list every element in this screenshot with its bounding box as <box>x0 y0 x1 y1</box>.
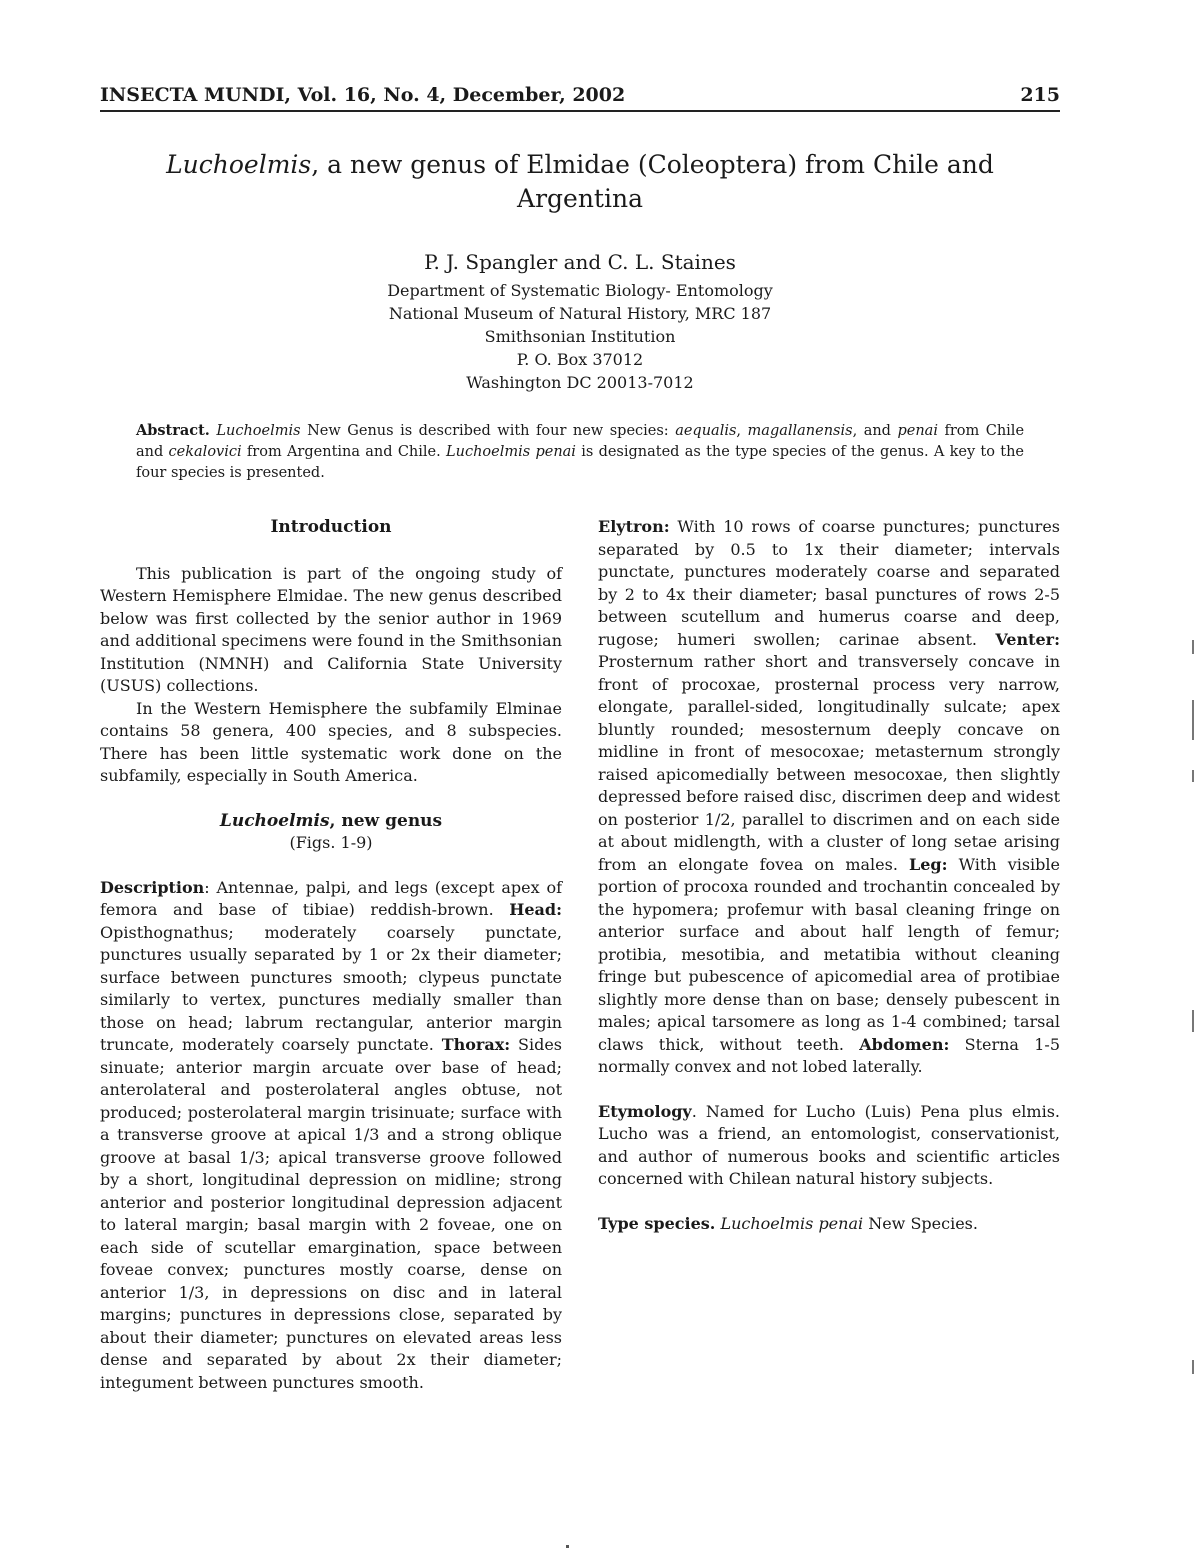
affiliation-line: Washington DC 20013-7012 <box>466 373 694 392</box>
description-text: Opisthognathus; moderately coarsely punctate, punctures usually separated by 1 or 2x their diameter; surface between punctures smooth; clypeus punctate similarly to vertex, punctures medially smaller than those on head; labrum rectangular, anterior margin truncate, moderately coarsely punctate. <box>100 922 562 1054</box>
venter-label: Venter: <box>995 629 1060 649</box>
species-name: Luchoelmis penai <box>445 444 576 460</box>
abstract-label: Abstract. <box>136 422 210 439</box>
journal-citation: INSECTA MUNDI, Vol. 16, No. 4, December, 2002 <box>100 84 626 106</box>
elytron-label: Elytron: <box>598 517 670 536</box>
authors: P. J. Spangler and C. L. Staines <box>424 250 736 274</box>
abstract-text: New Genus is described with four new species: <box>300 423 676 439</box>
scan-edge-mark <box>1192 1360 1194 1374</box>
article-title <box>100 148 1060 216</box>
affiliation <box>100 279 1060 394</box>
abstract-text: from Argentina and Chile. <box>241 444 446 460</box>
right-column <box>598 516 1060 1235</box>
introduction-heading: Introduction <box>270 517 392 537</box>
abstract-text: , <box>736 423 748 439</box>
thorax-label: Thorax: <box>441 1035 511 1054</box>
affiliation-line: Department of Systematic Biology- Entomology <box>387 281 773 300</box>
figures-ref: (Figs. 1-9) <box>289 833 373 852</box>
leg-label: Leg: <box>909 854 948 874</box>
species-name: magallanensis <box>747 423 853 439</box>
affiliation-line: P. O. Box 37012 <box>516 350 644 369</box>
genus-heading-name: Luchoelmis <box>219 810 330 831</box>
abstract-genus: Luchoelmis <box>216 423 301 439</box>
scan-dot <box>566 1545 569 1548</box>
description-label: Description <box>100 877 205 897</box>
genus-heading-rest: , new genus <box>329 810 443 831</box>
abstract <box>136 420 1024 484</box>
scan-edge-mark <box>1192 770 1194 782</box>
introduction-paragraph: In the Western Hemisphere the subfamily Elminae contains 58 genera, 400 species, and 8 subspecies. There has been little systematic work done on the subfamily, especially in South America. <box>100 698 562 785</box>
type-species-paragraph <box>598 1213 1060 1236</box>
etymology-paragraph <box>598 1101 1060 1191</box>
abstract-text: , and <box>852 423 898 439</box>
description-text: With 10 rows of coarse punctures; punctures separated by 0.5 to 1x their diameter; intervals punctate, punctures moderately coarse and separated by 2 to 4x their diameter; basal punctures of rows 2-5 between scutellum and humerus coarse and deep, rugose; humeri swollen; carinae absent. <box>598 517 1060 649</box>
head-label: Head: <box>509 900 562 919</box>
species-name: cekalovici <box>168 444 242 460</box>
type-species-name: Luchoelmis penai <box>720 1213 864 1233</box>
description-text: Prosternum rather short and transversely concave in front of procoxae, prosternal process very narrow, elongate, parallel-sided, longitudinally sulcate; apex bluntly rounded; mesosternum deeply concave on midline in front of mesocoxae; metasternum strongly raised apicomedially between mesocoxae, then slightly depressed before raised disc, discrimen deep and widest on posterior 1/2, parallel to discrimen and on each side at about midlength, with a cluster of long setae arising from an elongate fovea on males. <box>598 652 1060 874</box>
title-genus: Luchoelmis <box>166 150 312 179</box>
etymology-text: . Named for Lucho (Luis) Pena plus elmis. Lucho was a friend, an entomologist, conservationist, and author of numerous books and scientific articles concerned with Chilean natural history subjects. <box>598 1101 1060 1188</box>
scan-edge-mark <box>1192 1010 1194 1032</box>
description-text: Sterna 1-5 normally convex and not lobed laterally. <box>598 1034 1060 1076</box>
genus-heading <box>100 810 562 833</box>
description-text: Sides sinuate; anterior margin arcuate over base of head; anterolateral and posterolateral angles obtuse, not produced; posterolateral margin trisinuate; surface with a transverse groove at apical 1/3 and a strong oblique groove at basal 1/3; apical transverse groove followed by a short, longitudinal depression on midline; strong anterior and posterior longitudinal depression adjacent to lateral margin; basal margin with 2 foveae, one on each side of scutellar emargination, space between foveae convex; punctures mostly coarse, dense on anterior 1/3, in depressions on disc and in lateral margins; punctures in depressions close, separated by about their diameter; punctures on elevated areas less dense and separated by about 2x their diameter; integument between punctures smooth. <box>100 1035 563 1392</box>
page-number: 215 <box>1020 84 1060 106</box>
species-name: penai <box>897 423 938 439</box>
description-text: : Antennae, palpi, and legs (except apex of femora and base of tibiae) reddish-brown. <box>100 877 562 919</box>
scan-edge-mark <box>1192 640 1194 654</box>
abstract-text: from Chile and <box>136 423 1025 460</box>
description-paragraph <box>100 877 562 1395</box>
etymology-label: Etymology <box>598 1101 692 1121</box>
type-species-suffix: New Species. <box>863 1213 978 1233</box>
affiliation-line: National Museum of Natural History, MRC 187 <box>388 304 772 323</box>
affiliation-line: Smithsonian Institution <box>484 327 676 346</box>
description-continued <box>598 516 1060 1079</box>
scan-edge-mark <box>1192 700 1194 740</box>
species-name: aequalis <box>675 423 737 439</box>
introduction-paragraph: This publication is part of the ongoing study of Western Hemisphere Elmidae. The new genus described below was first collected by the senior author in 1969 and additional specimens were found in the Smithsonian Institution (NMNH) and California State University (USUS) collections. <box>100 563 562 695</box>
description-text: With visible portion of procoxa rounded and trochantin concealed by the hypomera; profemur with basal cleaning fringe on anterior surface and about half length of femur; protibia, mesotibia, and metatibia without cleaning fringe but pubescence of apicomedial area of protibiae slightly more dense than on base; densely pubescent in males; apical tarsomere as long as 1-4 combined; tarsal claws thick, without teeth. <box>598 854 1061 1054</box>
type-species-label: Type species. <box>598 1213 716 1233</box>
title-rest: , a new genus of Elmidae (Coleoptera) from Chile and Argentina <box>311 150 994 213</box>
abstract-text: is designated as the type species of the genus. A key to the four species is presented. <box>136 444 1025 481</box>
running-header <box>100 84 1060 112</box>
left-column <box>100 516 562 1394</box>
abdomen-label: Abdomen: <box>859 1034 950 1054</box>
